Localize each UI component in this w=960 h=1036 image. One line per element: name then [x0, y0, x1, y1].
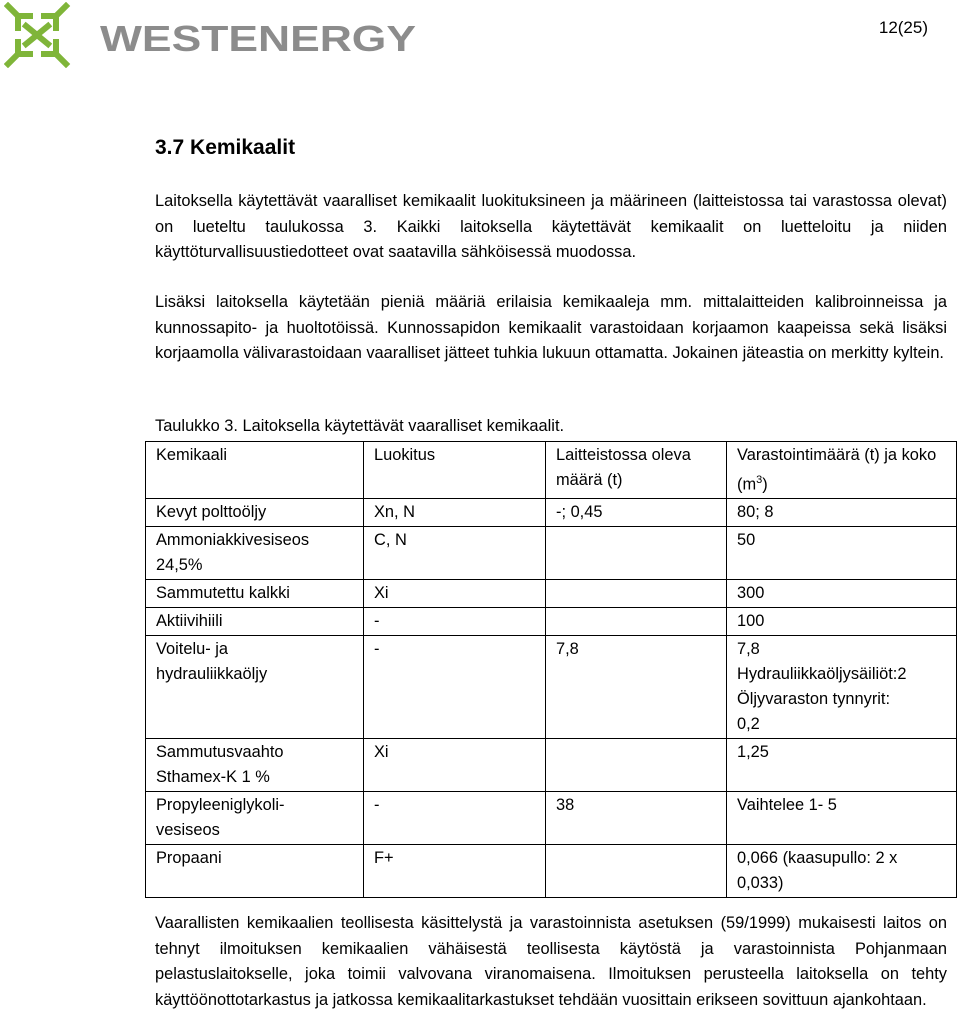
table-row: [146, 608, 957, 636]
table-cell: F+: [364, 845, 546, 898]
table-cell: 7,8: [546, 636, 727, 739]
section-heading: 3.7 Kemikaalit: [155, 136, 296, 159]
table-cell: [546, 580, 727, 608]
logo-mark-icon: [4, 2, 424, 68]
header-storage-sup: 3: [756, 474, 763, 486]
table-cell: 1,25: [727, 739, 957, 792]
table-cell: Sammutusvaahto Sthamex-K 1 %: [146, 739, 364, 792]
table-row: [146, 739, 957, 792]
table-cell: Kevyt polttoöljy: [146, 499, 364, 527]
table-cell: 80; 8: [727, 499, 957, 527]
table-row: [146, 845, 957, 898]
paragraph-3: Vaarallisten kemikaalien teollisesta käsittelystä ja varastoinnista asetuksen (59/1999) mukaisesti laitos on tehnyt ilmoituksen kemikaalien vähäisestä teollisesta käytöstä ja varastoinnista Pohjanmaan pelastuslaitokselle, joka toimii valvovana viranomaisena. Ilmoituksen perusteella laitoksella on tehty käyttöönottotarkastus ja jatkossa kemikaalitarkastukset tehdään vuosittain erikseen sovittuun ajankohtaan.: [155, 914, 947, 1009]
table-cell: Ammoniakkivesiseos 24,5%: [146, 527, 364, 580]
page-number: 12(25): [878, 18, 928, 37]
table-cell: C, N: [364, 527, 546, 580]
paragraph-2: Lisäksi laitoksella käytetään pieniä määriä erilaisia kemikaaleja mm. mittalaitteiden kalibroinneissa ja kunnossapito- ja huoltotöissä. Kunnossapidon kemikaalit varastoidaan korjaamon kaapeissa sekä lisäksi korjaamolla välivarastoidaan vaaralliset jätteet tuhkia lukuun ottamatta. Jokainen jäteastia on merkitty kyltein.: [155, 293, 947, 362]
table-cell: -; 0,45: [546, 499, 727, 527]
logo-text: WESTENERGY: [100, 18, 416, 59]
table-cell: 0,066 (kaasupullo: 2 x 0,033): [727, 845, 957, 898]
table-cell: [546, 845, 727, 898]
header-equipment-amount: Laitteistossa oleva määrä (t): [546, 442, 727, 499]
paragraph-1: Laitoksella käytettävät vaaralliset kemikaalit luokituksineen ja määrineen (laitteistossa tai varastossa olevat) on lueteltu taulukossa 3. Kaikki laitoksella käytettävät kemikaalit on luetteloitu ja niiden käyttöturvallisuustiedotteet ovat saatavilla sähköisessä muodossa.: [155, 192, 947, 261]
table-cell: Aktiivihiili: [146, 608, 364, 636]
table-cell: -: [364, 792, 546, 845]
table-cell: -: [364, 608, 546, 636]
header-storage-amount: [727, 442, 957, 499]
table-cell: [546, 739, 727, 792]
table-cell: [546, 608, 727, 636]
westenergy-logo: [4, 2, 424, 68]
table-row: [146, 527, 957, 580]
table-cell: 38: [546, 792, 727, 845]
chemicals-table: [145, 441, 957, 898]
table-cell: Propaani: [146, 845, 364, 898]
table-caption: Taulukko 3. Laitoksella käytettävät vaaralliset kemikaalit.: [155, 417, 565, 435]
table-cell: 50: [727, 527, 957, 580]
table-cell: 100: [727, 608, 957, 636]
header-storage-text: Varastointimäärä (t) ja koko (m: [737, 446, 937, 494]
table-row: [146, 792, 957, 845]
table-cell: Voitelu- ja hydrauliikkaöljy: [146, 636, 364, 739]
table-cell: -: [364, 636, 546, 739]
table-cell: Xi: [364, 580, 546, 608]
table-cell: Xi: [364, 739, 546, 792]
table-cell: Sammutettu kalkki: [146, 580, 364, 608]
table-row: [146, 499, 957, 527]
header-chemical: Kemikaali: [146, 442, 364, 499]
table-cell: Propyleeniglykoli- vesiseos: [146, 792, 364, 845]
table-cell: Xn, N: [364, 499, 546, 527]
table-row: [146, 580, 957, 608]
table-row: [146, 636, 957, 739]
table-cell: 300: [727, 580, 957, 608]
table-cell: Vaihtelee 1- 5: [727, 792, 957, 845]
header-classification: Luokitus: [364, 442, 546, 499]
table-header-row: [146, 442, 957, 499]
table-cell: 7,8 Hydrauliikkaöljysäiliöt:2 Öljyvaraston tynnyrit: 0,2: [727, 636, 957, 739]
header-storage-end: ): [762, 475, 768, 494]
table-cell: [546, 527, 727, 580]
